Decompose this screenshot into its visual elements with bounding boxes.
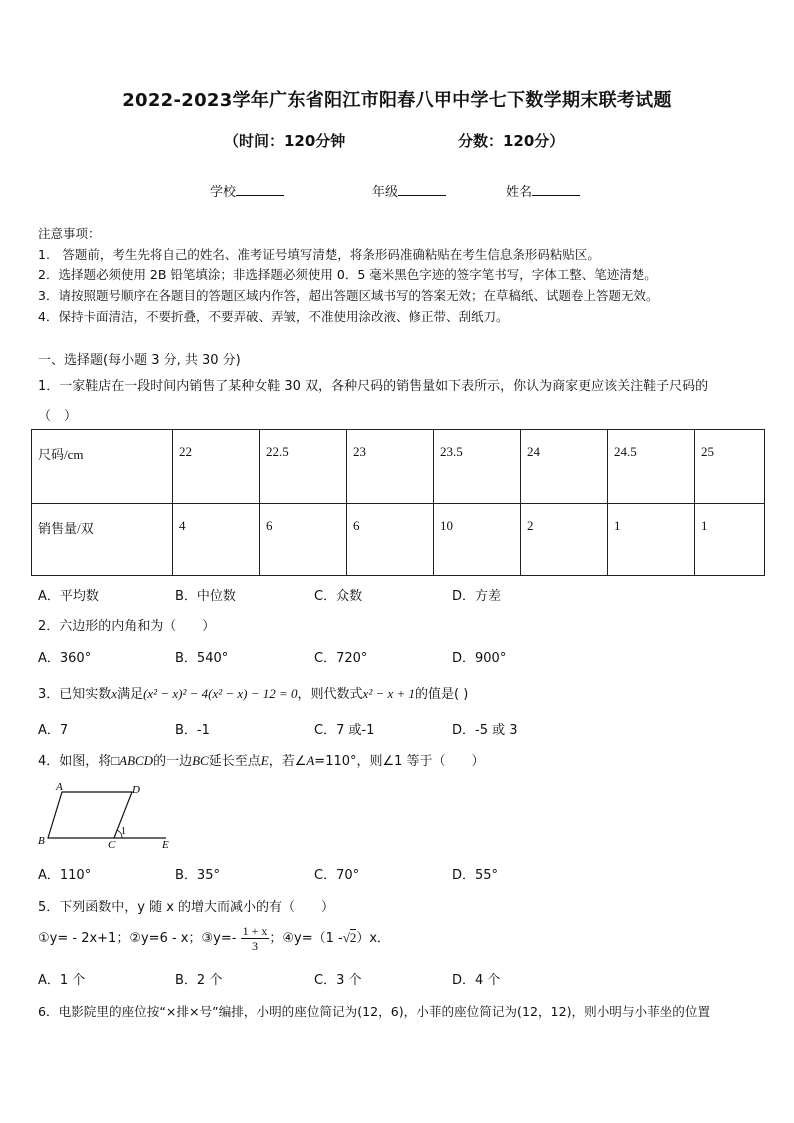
q5-option-c[interactable]: C．3 个 [314,973,362,988]
name-label: 姓名 [506,185,533,200]
q5-option-b[interactable]: B．2 个 [175,973,223,988]
exam-time: （时间：120分钟 [224,132,346,150]
sqrt-icon: √ [342,930,350,945]
table-cell: 24.5 [608,430,695,504]
notice-heading: 注意事项： [38,226,101,241]
school-blank[interactable] [236,183,284,196]
q4-text-c: 延长至点 [208,754,261,769]
notice-item: 1. 答题前，考生先将自己的姓名、准考证号填写清楚，将条形码准确粘贴在考生信息条形码粘贴区。 [38,247,600,262]
grade-blank[interactable] [398,183,446,196]
q1-text: 1．一家鞋店在一段时间内销售了某种女鞋 30 双，各种尺码的销售量如下表所示，你认为商家更应该关注鞋子尺码的 [38,379,709,394]
section-title: 一、选择题(每小题 3 分, 共 30 分) [38,353,241,368]
q4-text-b: 的一边 [153,754,193,769]
q5-option-a[interactable]: A．1 个 [38,973,86,988]
table-cell: 24 [521,430,608,504]
q2-option-d[interactable]: D．900° [452,651,507,666]
q1-option-a[interactable]: A．平均数 [38,589,99,604]
q3-text [38,683,468,702]
q4-parallelogram: □ABCD [111,753,154,768]
q5-functions [38,924,390,953]
table-cell: 2 [521,504,608,576]
q4-option-c[interactable]: C．70° [314,868,360,883]
notice-item: 2．选择题必须使用 2B 铅笔填涂；非选择题必须使用 0．5 毫米黑色字迹的签字笔书写，字体工整、笔迹清楚。 [38,267,657,282]
q3-prefix: 3．已知实数 [38,687,112,702]
q3-option-a[interactable]: A．7 [38,723,69,738]
grade-label: 年级 [372,185,399,200]
table-cell: 6 [347,504,434,576]
q4-bc: BC [192,753,209,768]
exam-score: 分数：120分） [458,132,565,150]
label-e: E [162,839,169,851]
q4-option-d[interactable]: D．55° [452,868,499,883]
table-cell: 22.5 [260,430,347,504]
q3-option-d[interactable]: D．-5 或 3 [452,723,518,738]
exam-title: 2022-2023学年广东省阳江市阳春八甲中学七下数学期末联考试题 [122,90,672,111]
name-field[interactable] [506,181,580,200]
q2-option-b[interactable]: B．540° [175,651,229,666]
q4-text-e: =110°，则∠1 等于（ ） [314,754,485,769]
table-cell: 销售量/双 [32,504,173,576]
notice-item: 4．保持卡面清洁，不要折叠，不要弄破、弄皱，不准使用涂改液、修正带、刮纸刀。 [38,309,509,324]
table-cell: 6 [260,504,347,576]
q2-option-c[interactable]: C．720° [314,651,368,666]
q4-option-a[interactable]: A．110° [38,868,92,883]
table-cell: 1 [695,504,765,576]
q3-option-b[interactable]: B．-1 [175,723,210,738]
q5-fraction [241,924,270,953]
q5-text: 5．下列函数中，y 随 x 的增大而减小的有（ ） [38,900,335,915]
q4-text-d: ，若∠ [268,754,307,769]
q4-text-a: 4．如图，将 [38,754,112,769]
label-angle-1: 1 [121,826,126,837]
table-cell: 25 [695,430,765,504]
q1-option-c[interactable]: C．众数 [314,589,363,604]
q3-var: x [111,686,118,701]
parallelogram-figure [36,780,176,852]
table-cell: 4 [173,504,260,576]
q5-fraction-numerator: 1 + x [242,924,268,938]
q6-text: 6．电影院里的座位按“×排×号”编排，小明的座位简记为(12，6)，小菲的座位简记为(12，12)，则小明与小菲坐的位置 [38,1004,711,1019]
label-a: A [56,781,63,793]
q1-paren: （ ） [38,409,78,424]
table-cell: 23 [347,430,434,504]
label-b: B [38,835,45,847]
notice-item: 3．请按照题号顺序在各题目的答题区域内作答，超出答题区域书写的答案无效；在草稿纸、试题卷上答题无效。 [38,288,659,303]
q4-e: E [260,753,269,768]
q3-equation: (x² − x)² − 4(x² − x) − 12 = 0 [143,686,298,701]
table-row [32,504,765,576]
q5-functions-b: ；④y=（1 - [269,931,343,946]
q2-text: 2．六边形的内角和为（ ） [38,619,216,634]
name-blank[interactable] [532,183,580,196]
size-sales-table [31,429,765,576]
q3-mid2: ，则代数式 [297,687,363,702]
q3-mid: 满足 [117,687,144,702]
q5-fraction-denominator: 3 [251,939,258,953]
table-cell: 10 [434,504,521,576]
q4-option-b[interactable]: B．35° [175,868,220,883]
q5-functions-a: ①y= - 2x+1；②y=6 - x；③y=- [38,931,237,946]
q3-option-c[interactable]: C．7 或-1 [314,723,375,738]
q3-expression: x² − x + 1 [362,686,416,701]
q1-option-b[interactable]: B．中位数 [175,589,236,604]
q1-option-d[interactable]: D．方差 [452,589,502,604]
school-field[interactable] [210,181,284,200]
table-cell: 22 [173,430,260,504]
q5-option-d[interactable]: D．4 个 [452,973,501,988]
school-label: 学校 [210,185,237,200]
label-d: D [132,784,140,796]
label-c: C [108,839,116,851]
q4-angle-a: A [306,753,315,768]
table-cell: 23.5 [434,430,521,504]
table-cell: 1 [608,504,695,576]
q3-suffix: 的值是( ) [415,687,469,702]
table-row [32,430,765,504]
q2-option-a[interactable]: A．360° [38,651,92,666]
table-cell: 尺码/cm [32,430,173,504]
q5-sqrt-value: 2 [349,930,357,945]
q4-text [38,750,485,769]
q5-functions-c: ）x． [356,931,391,946]
grade-field[interactable] [372,181,446,200]
